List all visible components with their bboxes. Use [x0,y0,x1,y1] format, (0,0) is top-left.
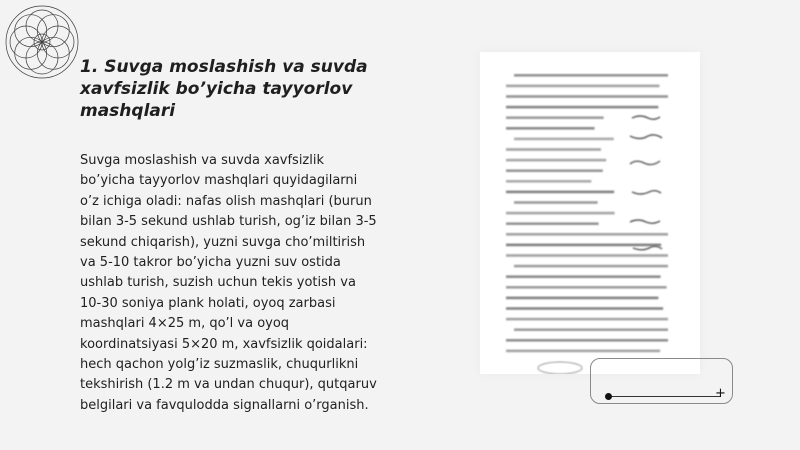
document-text-line [506,222,599,225]
document-text-line [506,339,668,342]
document-text-line [506,212,615,215]
document-text-line [506,191,614,194]
slide-title: 1. Suvga moslashish va suvda xavfsizlik bo’yicha tayyorlov mashqlari [80,57,368,121]
document-text-line [506,159,606,162]
scanned-document-image [480,52,700,374]
document-text-line [506,85,659,88]
document-text-line [506,148,601,151]
document-text-line [506,127,595,130]
document-text-line [514,265,668,268]
rosette-logo-icon [4,4,80,80]
document-text-line [514,328,668,331]
media-control[interactable] [590,358,733,404]
document-text-line [506,254,668,257]
document-text-line [506,116,604,119]
document-text-line [506,106,658,109]
document-text-line [506,180,591,183]
slide-body-text: Suvga moslashish va suvda xavfsizlik bo’yicha tayyorlov mashqlari quyidagilarni o’z ichiga oladi: nafas olish mashqlari (burun bilan 3-5 sekund ushlab turish, og’iz bilan 3-5 sekund chiqarish), yuzni suvga cho’miltirish va 5-10 takror bo’yicha yuzni suv ostida ushlab turish, suzish uchun tekis yotish va 10-30 soniya plank holati, oyoq zarbasi mashqlari 4×25 m, qo’l va oyoq koordinatsiyasi 5×20 m, xavfsizlik qoidalari: hech qachon yolg’iz suzmaslik, chuqurlikni tekshirish (1.2 m va undan chuqur), qutqaruv belgilari va favqulodda signallarni o’rganish. [80,153,377,413]
document-text-line [506,307,663,310]
document-text-line [506,169,603,172]
plus-icon[interactable]: + [715,386,726,401]
document-text-line [514,74,668,77]
document-text-line [514,138,614,141]
progress-track[interactable] [609,396,721,397]
document-text-line [506,95,668,98]
document-text-line [506,318,668,321]
document-text-line [506,275,661,278]
document-text-line [514,201,598,204]
playhead-knob-icon[interactable] [605,393,612,400]
document-text-line [506,233,668,236]
document-page [480,52,700,374]
document-text-line [506,350,660,353]
document-text-line [506,244,661,247]
document-text-line [506,297,658,300]
document-text-line [506,286,667,289]
